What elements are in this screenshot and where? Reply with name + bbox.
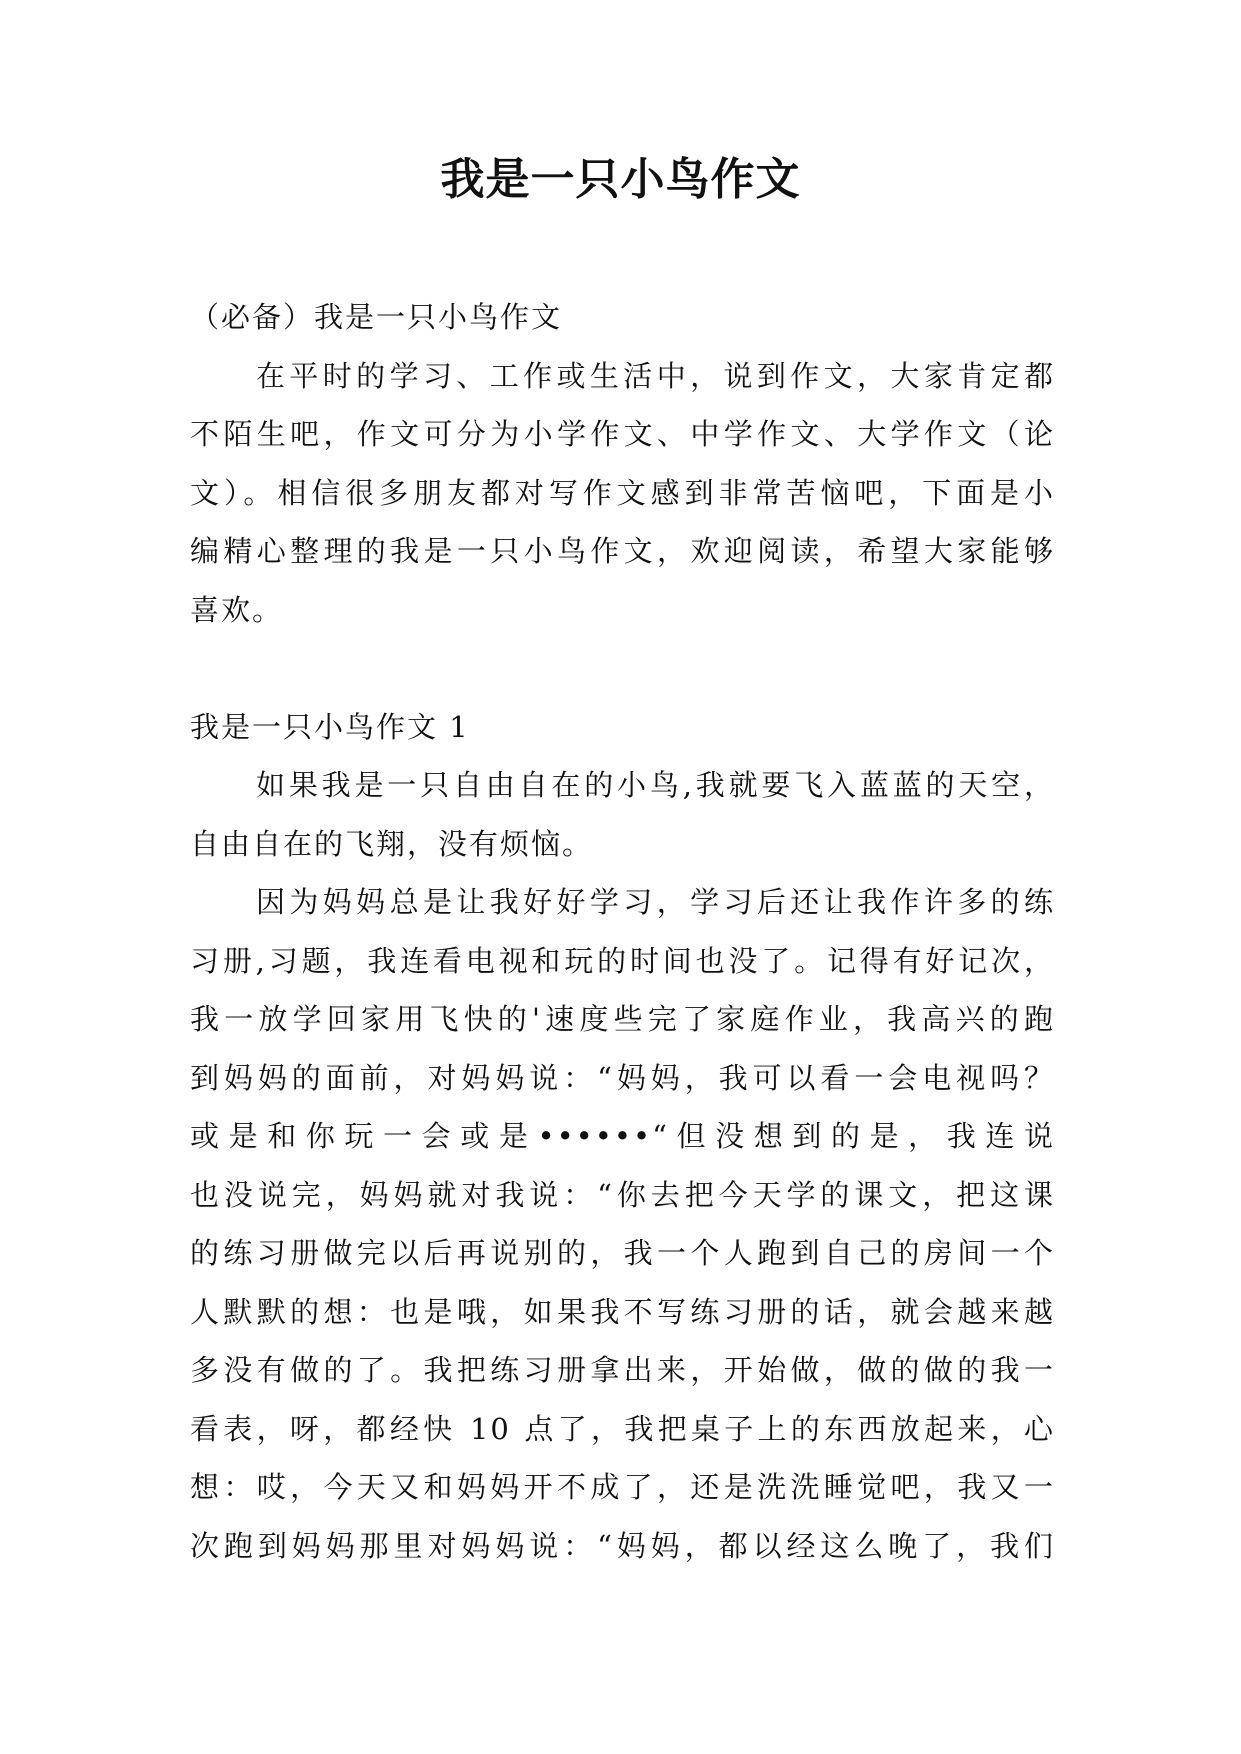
- paragraph2-line: 多没有做的了。我把练习册拿出来，开始做，做的做的我一: [190, 1353, 1055, 1387]
- paragraph2-line: 或是和你玩一会或是••••••“但没想到的是，我连说: [190, 1119, 1055, 1153]
- paragraph2-line: 因为妈妈总是让我好好学习，学习后还让我作许多的练: [256, 885, 1055, 919]
- paragraph-gap: [190, 639, 1055, 698]
- paragraph2-line: 我一放学回家用飞快的'速度些完了家庭作业，我高兴的跑: [190, 1002, 1055, 1036]
- document-title: 我是一只小鸟作文: [440, 154, 801, 205]
- subtitle-line: （必备）我是一只小鸟作文: [190, 300, 563, 334]
- paragraph2-line: 人默默的想：也是哦，如果我不写练习册的话，就会越来越: [190, 1294, 1055, 1329]
- paragraph1-line: 自由自在的飞翔，没有烦恼。: [190, 826, 594, 861]
- paragraph2-line: 也没说完，妈妈就对我说：“你去把今天学的课文，把这课: [190, 1177, 1055, 1212]
- paragraph2-line: 的练习册做完以后再说别的，我一个人跑到自己的房间一个: [190, 1236, 1055, 1270]
- intro-line: 喜欢。: [190, 592, 284, 627]
- paragraph2-line: 次跑到妈妈那里对妈妈说：“妈妈，都以经这么晚了，我们: [190, 1528, 1055, 1563]
- paragraph2-line: 到妈妈的面前，对妈妈说：“妈妈，我可以看一会电视吗？: [190, 1060, 1055, 1095]
- intro-line: 文）。相信很多朋友都对写作文感到非常苦恼吧，下面是小: [190, 475, 1055, 510]
- document-body: [190, 288, 1055, 1575]
- paragraph2-line: 看表，呀，都经快 10 点了，我把桌子上的东西放起来，心: [190, 1411, 1055, 1446]
- section-heading: 我是一只小鸟作文 1: [190, 709, 470, 744]
- intro-line: 在平时的学习、工作或生活中，说到作文，大家肯定都: [256, 358, 1055, 393]
- paragraph1-line: 如果我是一只自由自在的小鸟,我就要飞入蓝蓝的天空，: [256, 768, 1055, 802]
- intro-line: 编精心整理的我是一只小鸟作文，欢迎阅读，希望大家能够: [190, 534, 1055, 568]
- paragraph2-line: 习册,习题，我连看电视和玩的时间也没了。记得有好记次，: [190, 943, 1055, 978]
- paragraph2-line: 想：哎，今天又和妈妈开不成了，还是洗洗睡觉吧，我又一: [190, 1470, 1055, 1504]
- intro-line: 不陌生吧，作文可分为小学作文、中学作文、大学作文（论: [190, 417, 1055, 451]
